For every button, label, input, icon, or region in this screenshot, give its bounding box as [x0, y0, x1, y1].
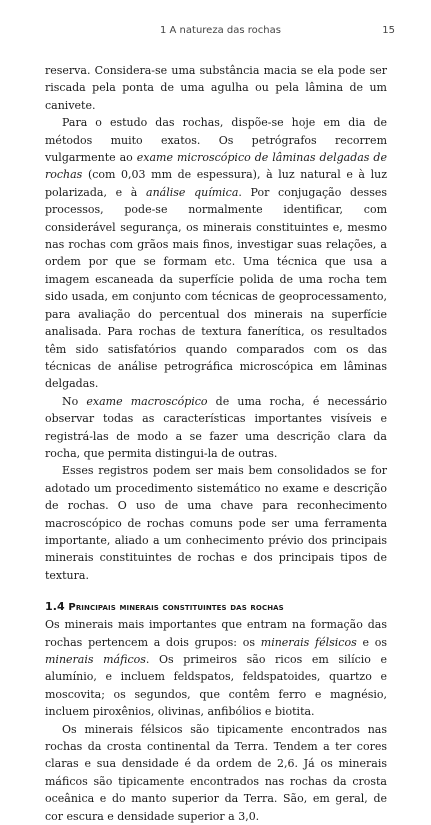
- emphasis-minerais-maficos: minerais máficos: [45, 653, 146, 666]
- page-number: 15: [382, 25, 395, 36]
- section-number: 1.4: [45, 600, 65, 614]
- paragraph-1: reserva. Considera-se uma substância macia se ela pode ser riscada pela ponta de uma agulha ou pela lâmina de um canivete.: [45, 64, 387, 112]
- section-heading: [45, 598, 387, 616]
- emphasis-analise-quimica: análise química: [146, 185, 239, 199]
- paragraph-5: Os minerais mais importantes que entram na formação das rochas pertencem a dois grupos: os minerais félsicos e os minerais máficos. Os primeiros são ricos em silício e alumínio, e incluem feldspatos, feldspatoides, quartzo e moscovita; os segundos, que contêm ferro e magnésio, incluem piroxênios, olivinas, anfibólios e biotita.: [45, 618, 387, 719]
- paragraph-3: No exame macroscópico de uma rocha, é necessário observar todas as características importantes visíveis e registrá-las de modo a se fazer uma descrição clara da rocha, que permita distingui-la de outras.: [45, 394, 388, 460]
- paragraph-6: Os minerais félsicos são tipicamente encontrados nas rochas da crosta continental da Terra. Tendem a ter cores claras e sua densidade é da ordem de 2,6. Já os minerais máficos são tipicamente encontrados nas rochas da crosta oceânica e do manto superior da Terra. São, em geral, de cor escura e densidade superior a 3,0.: [45, 722, 387, 823]
- paragraph-2: Para o estudo das rochas, dispõe-se hoje em dia de métodos muito exatos. Os petrógrafos recorrem vulgarmente ao exame microscópico de lâminas delgadas de rochas (com 0,03 mm de espessura), à luz natural e à luz polarizada, e à análise química. Por conjugação desses processos, pode-se normalmente identificar, com considerável segurança, os minerais constituintes e, mesmo nas rochas com grãos mais finos, investigar suas relações, a ordem por que se formam etc. Uma técnica que usa a imagem escaneada da superfície polida de uma rocha tem sido usada, em conjunto com técnicas de geoprocessamento, para avaliação do percentual dos minerais na superfície analisada. Para rochas de textura fanerítica, os resultados têm sido satisfatórios quando comparados com os das técnicas de análise petrográfica microscópica em lâminas delgadas.: [45, 116, 388, 391]
- emphasis-exame-macroscopico: exame macroscópico: [86, 394, 208, 408]
- body-text: [45, 62, 387, 825]
- chapter-title: 1 A natureza das rochas: [160, 25, 281, 36]
- emphasis-exame-microscopico: exame microscópico de lâminas delgadas de rochas: [45, 151, 387, 182]
- section-title: Principais minerais constituintes das rochas: [68, 602, 284, 614]
- emphasis-minerais-felsicos: minerais félsicos: [260, 635, 357, 649]
- paragraph-4: Esses registros podem ser mais bem consolidados se for adotado um procedimento sistemático no exame e descrição de rochas. O uso de uma chave para reconhecimento macroscópico de rochas comuns pode ser uma ferramenta importante, aliado a um conhecimento prévio dos principais minerais constituintes de rochas e dos principais tipos de textura.: [45, 464, 387, 582]
